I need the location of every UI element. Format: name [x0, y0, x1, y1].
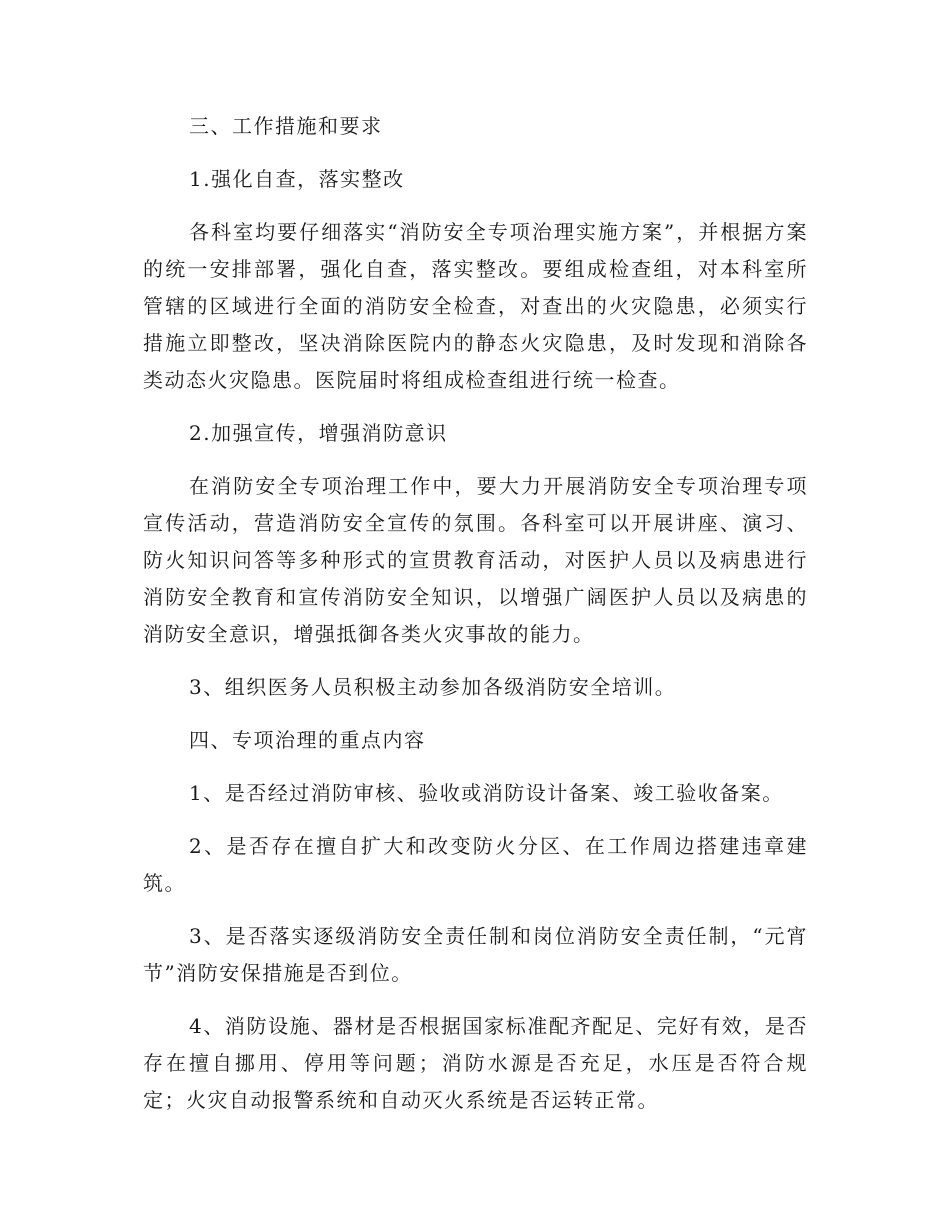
section-heading-key-content: 四、专项治理的重点内容: [189, 728, 426, 752]
key-item-1: 1、是否经过消防审核、验收或消防设计备案、竣工验收备案。: [189, 781, 784, 805]
key-item-2: 2、是否存在擅自扩大和改变防火分区、在工作周边搭建违章建筑。: [143, 834, 808, 895]
paragraph-publicity: 在消防安全专项治理工作中，要大力开展消防安全专项治理专项宣传活动，营造消防安全宣传的氛围。各科室可以开展讲座、演习、防火知识问答等多种形式的宣贯教育活动，对医护人员以及病患进行消防安全教育和宣传消防安全知识，以增强广阔医护人员以及病患的消防安全意识，增强抵御各类火灾事故的能力。: [143, 474, 808, 646]
document-body: [143, 108, 808, 1135]
subheading-publicity: 2.加强宣传，增强消防意识: [189, 421, 448, 445]
paragraph-self-inspection: 各科室均要仔细落实“消防安全专项治理实施方案”，并根据方案的统一安排部署，强化自查，落实整改。要组成检查组，对本科室所管辖的区域进行全面的消防安全检查，对查出的火灾隐患，必须实行措施立即整改，坚决消除医院内的静态火灾隐患，及时发现和消除各类动态火灾隐患。医院届时将组成检查组进行统一检查。: [143, 220, 808, 392]
item-training: 3、组织医务人员积极主动参加各级消防安全培训。: [189, 675, 677, 699]
key-item-3: 3、是否落实逐级消防安全责任制和岗位消防安全责任制，“元宵节”消防安保措施是否到位。: [143, 924, 808, 985]
section-heading-measures: 三、工作措施和要求: [189, 114, 383, 138]
subheading-self-inspection: 1.强化自查，落实整改: [189, 167, 405, 191]
key-item-4: 4、消防设施、器材是否根据国家标准配齐配足、完好有效，是否存在擅自挪用、停用等问题；消防水源是否充足，水压是否符合规定；火灾自动报警系统和自动灭火系统是否运转正常。: [143, 1014, 808, 1112]
